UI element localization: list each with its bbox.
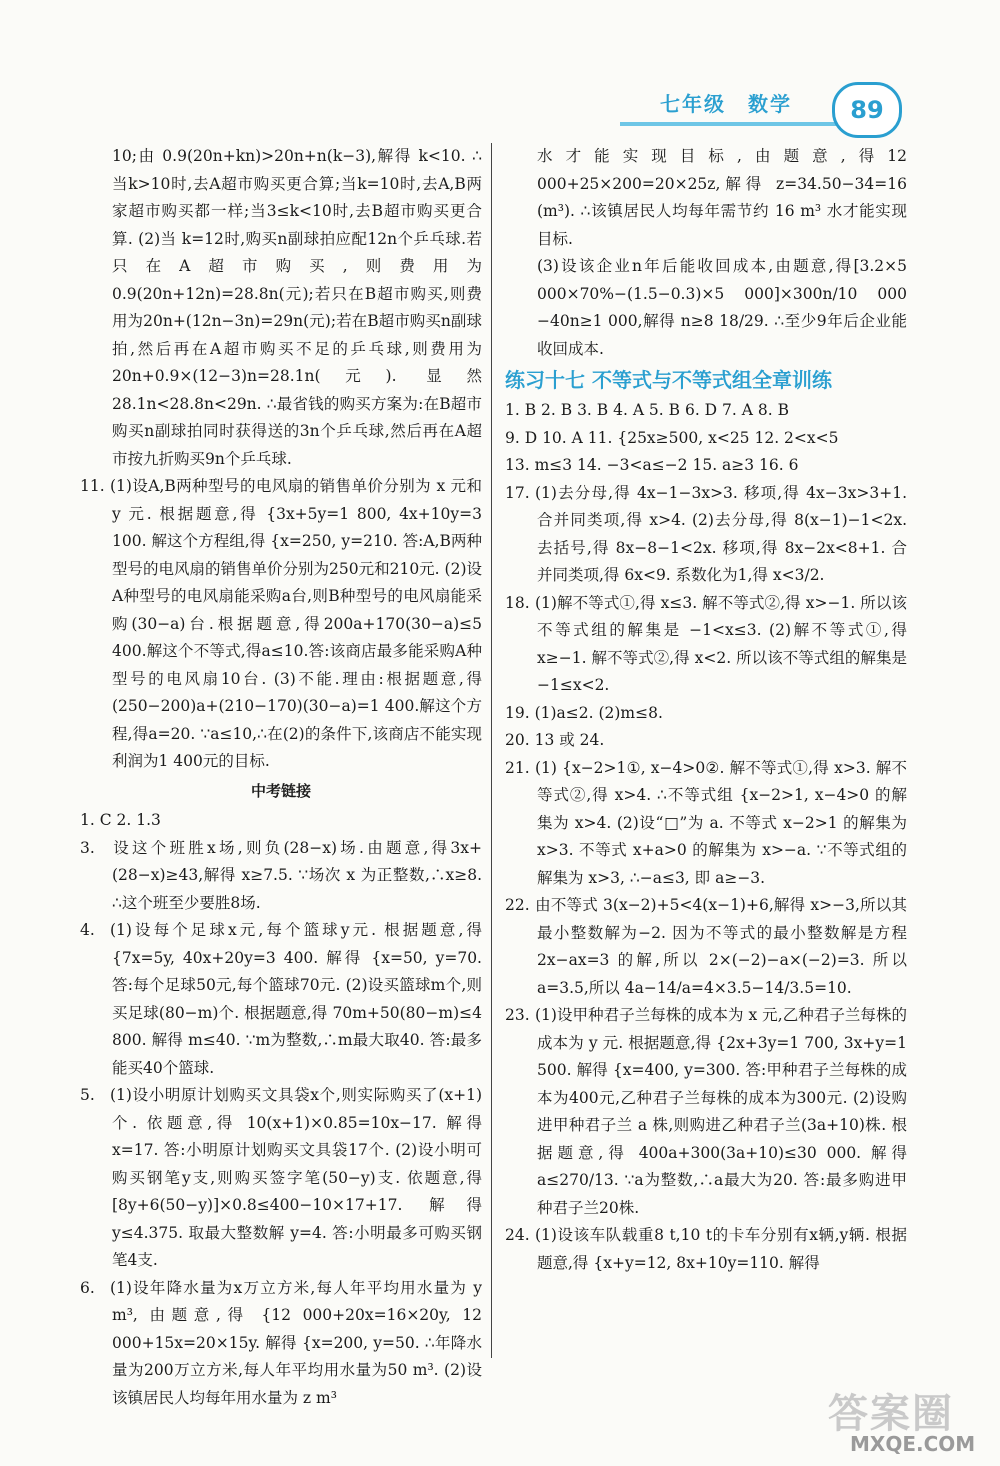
answer-number: 3. xyxy=(80,838,95,857)
answer-text: (1)设年降水量为x万立方米,每人年平均用水量为 y m³, 由题意,得 {12 000+20x=16×20y, 12 000+15x=20×15y. 解得 {x=200, y=50. ∴年降水量为200万立方米,每人年平均用水量为50 m³. (2)设该镇居民人均每年用水量为 z m³ xyxy=(110,1278,482,1407)
answer-number: 5. xyxy=(80,1086,95,1104)
answer-24 xyxy=(505,1222,907,1277)
answer-3 xyxy=(80,835,482,918)
answer-21 xyxy=(505,755,907,893)
right-column xyxy=(505,143,907,1277)
answer-text: 由不等式 3(x−2)+5<4(x−1)+6,解得 x>−3,所以其最小整数解为−2. 因为不等式的最小整数解是方程 2x−ax=3 的解,所以 2×(−2)−a×(−2)=3. 所以 a=3.5,所以 4a−14/a=4×3.5−14/3.5=10. xyxy=(535,896,907,997)
answer-text: (1)设甲种君子兰每株的成本为 x 元,乙种君子兰每株的成本为 y 元. 根据题意,得 {2x+3y=1 700, 3x+y=1 500. 解得 {x=400, y=300. 答:甲种君子兰每株的成本为400元,乙种君子兰每株的成本为300元. (2)设购进甲种君子兰 a 株,则购进乙种君子兰(3a+10)株. 根据题意,得 400a+300(3a+10)≤30 000. 解得 a≤270/13. ∵a为整数,∴a最大为20. 答:最多购进甲种君子兰20株. xyxy=(535,1006,907,1217)
grade-label: 七年级 xyxy=(660,92,726,116)
answers-9-12: 9. D 10. A 11. {25x≥500, x<25 12. 2<x<5 xyxy=(505,428,839,447)
answer-23 xyxy=(505,1002,907,1222)
answer-number: 6. xyxy=(80,1278,95,1297)
section-title: 练习十七 不等式与不等式组全章训练 xyxy=(505,368,832,392)
answer-text: (1)设A,B两种型号的电风扇的销售单价分别为 x 元和 y 元. 根据题意,得 {3x+5y=1 800, 4x+10y=3 100. 解这个方程组,得 {x=250, y=210. 答:A,B两种型号的电风扇的销售单价分别为250元和210元. (2)设A种型号的电风扇能采购a台,则B种型号的电风扇能采购(30−a)台.根据题意,得200a+170(30−a)≤5 400.解这个不等式,得a≤10.答:该商店最多能采购A种型号的电风扇10台. (3)不能.理由:根据题意,得(250−200)a+(210−170)(30−a)=1 400.解这个方程,得a=20. ∵a≤10,∴在(2)的条件下,该商店不能实现利润为1 400元的目标. xyxy=(110,477,482,770)
subject-label: 数学 xyxy=(748,92,792,116)
answer-4 xyxy=(80,917,482,1082)
answer-6 xyxy=(80,1275,482,1413)
answer-number: 4. xyxy=(80,921,95,939)
answer-text: (1)设每个足球x元,每个篮球y元. 根据题意,得 {7x=5y, 40x+20y=3 400. 解得 {x=50, y=70. 答:每个足球50元,每个篮球70元. (2)设买篮球m个,则买足球(80−m)个. 根据题意,得 70m+50(80−m)≤4 800. 解得 m≤40. ∵m为整数,∴m最大取40. 答:最多能买40个篮球. xyxy=(110,921,482,1077)
answer-22 xyxy=(505,892,907,1002)
answer-number: 24. xyxy=(505,1226,530,1244)
answer-17 xyxy=(505,480,907,590)
answer-text: 设这个班胜x场,则负(28−x)场.由题意,得3x+(28−x)≥43,解得 x≥7.5. ∵场次 x 为正整数,∴x≥8. ∴这个班至少要胜8场. xyxy=(110,838,482,912)
answer-18 xyxy=(505,590,907,700)
answers-13-16: 13. m≤3 14. −3<a≤−2 15. a≥3 16. 6 xyxy=(505,456,799,474)
header-rule xyxy=(620,122,840,126)
answer-text: (1) {x−2>1①, x−4>0②. 解不等式①,得 x>3. 解不等式②,得 x>4. ∴不等式组 {x−2>1, x−4>0 的解集为 x>4. (2)设“□”为 a. 不等式 x−2>1 的解集为 x>3. 不等式 x+a>0 的解集为 x>−a. ∵不等式组的解集为 x>3, ∴−a≤3, 即 a≥−3. xyxy=(535,758,907,887)
page-header xyxy=(620,80,920,140)
answer-text: (1)设该车队载重8 t,10 t的卡车分别有x辆,y辆. 根据题意,得 {x+y=12, 8x+10y=110. 解得 xyxy=(535,1226,907,1272)
answer-6-part3: (3)设该企业n年后能收回成本,由题意,得[3.2×5 000×70%−(1.5−0.3)×5 000]×300n/10 000 −40n≥1 000,解得 n≥8 18/29. ∴至少9年后企业能收回成本. xyxy=(537,257,907,358)
subsection-title: 中考链接 xyxy=(250,781,311,800)
answer-number: 21. xyxy=(505,758,530,777)
answer-number: 17. xyxy=(505,483,530,502)
watermark-text: 答案圈 xyxy=(828,1391,954,1437)
answer-20: 20. 13 或 24. xyxy=(505,731,605,749)
answer-number: 18. xyxy=(505,593,530,612)
page-number: 89 xyxy=(832,82,902,138)
answer-text: (1)去分母,得 4x−1−3x>3. 移项,得 4x−3x>3+1. 合并同类项,得 x>4. (2)去分母,得 8(x−1)−1<2x. 去括号,得 8x−8−1<2x. 移项,得 8x−2x<8+1. 合并同类项,得 6x<9. 系数化为1,得 x<3/2. xyxy=(535,483,907,584)
answer-text: (1)解不等式①,得 x≤3. 解不等式②,得 x>−1. 所以该不等式组的解集是 −1<x≤3. (2)解不等式①,得 x≥−1. 解不等式②,得 x<2. 所以该不等式组的解集是 −1≤x<2. xyxy=(535,593,907,694)
answer-6-continued: 水才能实现目标,由题意,得12 000+25×200=20×25z,解得 z=34.50−34=16 (m³). ∴该镇居民人均每年需节约 16 m³ 水才能实现目标. xyxy=(537,147,907,248)
answer-10-continued: 10;由 0.9(20n+kn)>20n+n(k−3),解得 k<10. ∴当k>10时,去A超市购买更合算;当k=10时,去A,B两家超市购买都一样;当3≤k<10时,去B超市购买更合算. (2)当 k=12时,购买n副球拍应配12n个乒乓球.若只在A超市购买,则费用为0.9(20n+12n)=28.8n(元);若只在B超市购买,则费用为20n+(12n−3n)=29n(元);若在B超市购买n副球拍,然后再在A超市购买不足的乒乓球,则费用为20n+0.9×(12−3)n=28.1n(元). 显然28.1n<28.8n<29n. ∴最省钱的购买方案为:在B超市购买n副球拍同时获得送的3n个乒乓球,然后再在A超市按九折购买9n个乒乓球. xyxy=(112,147,482,468)
left-column xyxy=(80,143,482,1412)
answer-text: (1)设小明原计划购买文具袋x个,则实际购买了(x+1)个. 依题意,得 10(x+1)×0.85=10x−17. 解得 x=17. 答:小明原计划购买文具袋17个. (2)设小明可购买钢笔y支,则购买签字笔(50−y)支. 依题意,得[8y+6(50−y)]×0.8≤400−10×17+17. 解得 y≤4.375. 取最大整数解 y=4. 答:小明最多可购买钢笔4支. xyxy=(110,1086,482,1269)
watermark-url: MXQE.COM xyxy=(850,1432,976,1456)
answer-11 xyxy=(80,473,482,776)
answer-number: 23. xyxy=(505,1006,530,1024)
answer-5 xyxy=(80,1082,482,1275)
answer-number: 22. xyxy=(505,896,530,914)
answer-1-2: 1. C 2. 1.3 xyxy=(80,811,161,829)
answers-1-8: 1. B 2. B 3. B 4. A 5. B 6. D 7. A 8. B xyxy=(505,401,789,419)
column-divider xyxy=(491,143,492,1358)
watermark-logo xyxy=(828,1378,978,1456)
answer-19: 19. (1)a≤2. (2)m≤8. xyxy=(505,703,663,722)
answer-number: 11. xyxy=(80,477,105,495)
